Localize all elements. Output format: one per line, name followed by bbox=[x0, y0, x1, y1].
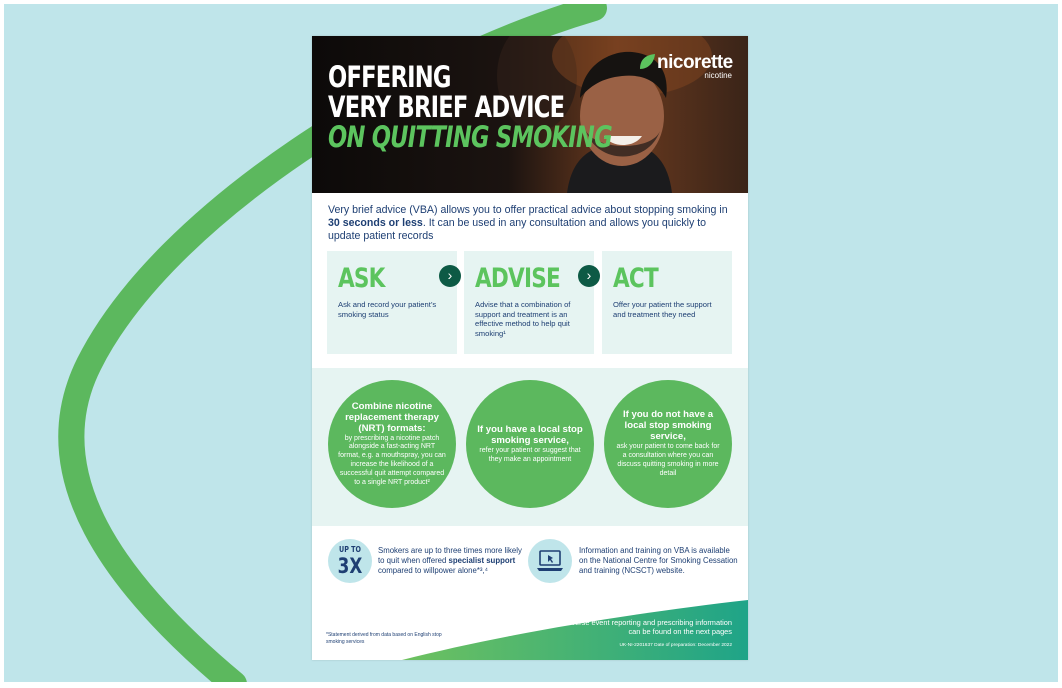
hero-title-line-2: VERY BRIEF ADVICE bbox=[328, 90, 565, 124]
laptop-badge bbox=[528, 539, 572, 583]
document-code: UK-NI-2201637 Date of preparation: December 2022 bbox=[619, 643, 732, 648]
badge-value: 3X bbox=[337, 554, 363, 578]
circle-body: refer your patient or suggest that they make an appointment bbox=[479, 446, 581, 463]
chevron-right-icon: › bbox=[439, 265, 461, 287]
circle-body: by prescribing a nicotine patch alongside a fast-acting NRT format, e.g. a mouthspray, you can increase the likelihood of a successful quit attempt compared to a single NRT product² bbox=[338, 434, 446, 486]
step-heading: ASK bbox=[338, 263, 385, 294]
circle-combine-nrt bbox=[328, 380, 456, 508]
stat-bold: specialist support bbox=[448, 555, 516, 565]
leaflet bbox=[312, 36, 748, 660]
nicorette-logo bbox=[638, 52, 738, 82]
step-body: Offer your patient the support and treatment they need bbox=[613, 300, 712, 319]
circle-heading: Combine nicotine replacement therapy (NRT) formats: bbox=[345, 400, 439, 434]
hero-title-line-3: ON QUITTING SMOKING bbox=[328, 120, 612, 154]
circle-local-service bbox=[466, 380, 594, 508]
badge-label: UP TO bbox=[339, 545, 361, 554]
chevron-right-icon: › bbox=[578, 265, 600, 287]
stat-text bbox=[378, 546, 526, 575]
step-ask bbox=[327, 251, 457, 354]
adverse-event-note: Adverse event reporting and prescribing information can be found on the next pages bbox=[562, 618, 732, 637]
hero-banner bbox=[312, 36, 748, 193]
circle-heading: If you have a local stop smoking service, bbox=[477, 423, 583, 446]
intro-text-2: . It can be used in any consultation and allows you quickly to update patient records bbox=[328, 217, 707, 242]
stat-text-2: compared to willpower alone*³,⁴ bbox=[378, 565, 488, 575]
logo-wordmark: nicorette bbox=[657, 52, 733, 73]
step-heading: ADVISE bbox=[475, 263, 560, 294]
up-to-3x-badge bbox=[328, 539, 372, 583]
intro-paragraph bbox=[328, 204, 732, 243]
circle-no-local-service bbox=[604, 380, 732, 508]
laptop-icon bbox=[537, 550, 563, 572]
step-advise bbox=[464, 251, 594, 354]
intro-bold: 30 seconds or less bbox=[328, 217, 423, 229]
info-text: Information and training on VBA is available on the National Centre for Smoking Cessation and training (NCSCT) website. bbox=[579, 546, 738, 575]
hero-title-line-1: OFFERING bbox=[328, 60, 451, 94]
step-body: Advise that a combination of support and treatment is an effective method to help quit smoking¹ bbox=[475, 300, 571, 338]
stat-text-1: Smokers are up to three times more likely to quit when offered bbox=[378, 546, 522, 565]
step-body: Ask and record your patient’s smoking status bbox=[338, 300, 437, 319]
footnote: *Statement derived from data based on English stop smoking services bbox=[326, 632, 442, 645]
step-act bbox=[602, 251, 732, 354]
intro-text-1: Very brief advice (VBA) allows you to offer practical advice about stopping smoking in bbox=[328, 204, 728, 216]
logo-subtitle: nicotine bbox=[704, 71, 732, 80]
leaf-icon bbox=[638, 53, 656, 71]
circle-body: ask your patient to come back for a consultation where you can discuss quitting smoking in more detail bbox=[616, 443, 720, 477]
circle-heading: If you do not have a local stop smoking service, bbox=[622, 409, 714, 443]
step-heading: ACT bbox=[613, 263, 658, 294]
hero-title bbox=[328, 62, 612, 152]
